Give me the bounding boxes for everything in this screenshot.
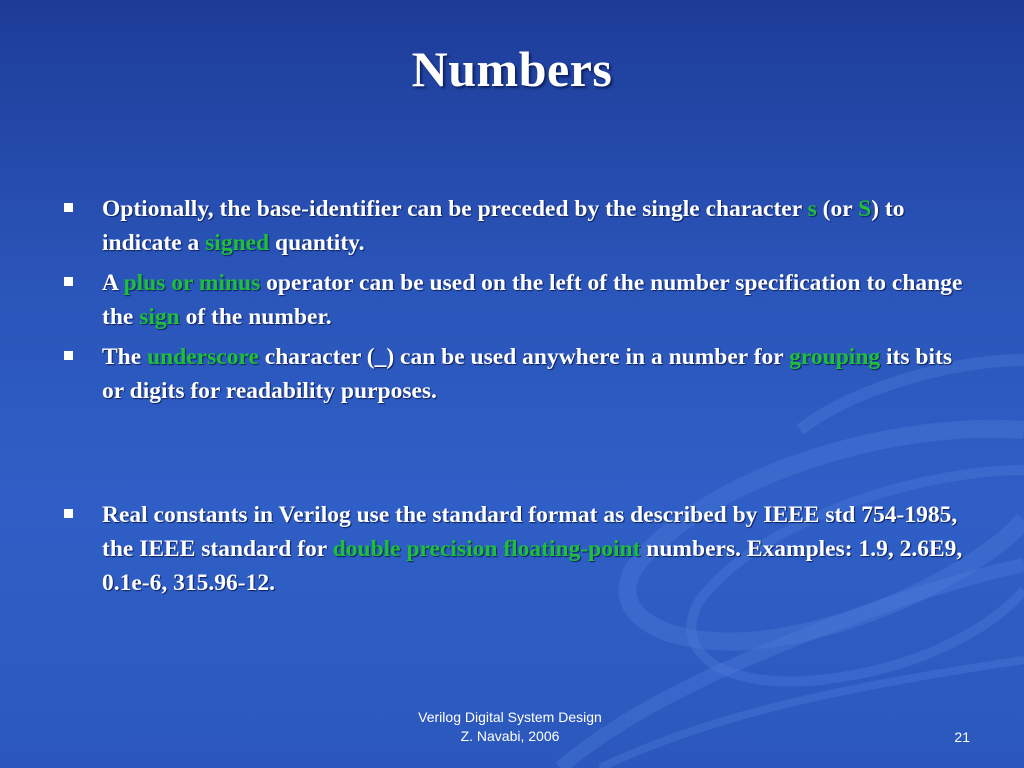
slide-title: Numbers [411,41,613,97]
bullet-text: A plus or minus operator can be used on the left of the number specification to change the sign of the number. [102,270,963,330]
bullet-list [64,192,964,606]
bullet-text: Real constants in Verilog use the standard format as described by IEEE std 754-1985, the IEEE standard for double precision floating-point numbers. Examples: 1.9, 2.6E9, 0.1e-6, 315.96-12. [102,502,963,596]
square-bullet-icon [64,277,73,286]
footer [360,708,660,746]
bullet-item [64,498,964,600]
bullet-item [64,266,964,334]
bullet-text: The underscore character (_) can be used anywhere in a number for grouping its bits or digits for readability purposes. [102,344,952,404]
footer-course-title: Verilog Digital System Design [418,709,602,725]
page-number: 21 [954,729,970,745]
square-bullet-icon [64,203,73,212]
bullet-item [64,340,964,408]
bullet-item [64,192,964,260]
square-bullet-icon [64,509,73,518]
bullet-text: Optionally, the base-identifier can be preceded by the single character s (or S) to indicate a signed quantity. [102,196,905,256]
square-bullet-icon [64,351,73,360]
footer-author: Z. Navabi, 2006 [460,728,560,744]
